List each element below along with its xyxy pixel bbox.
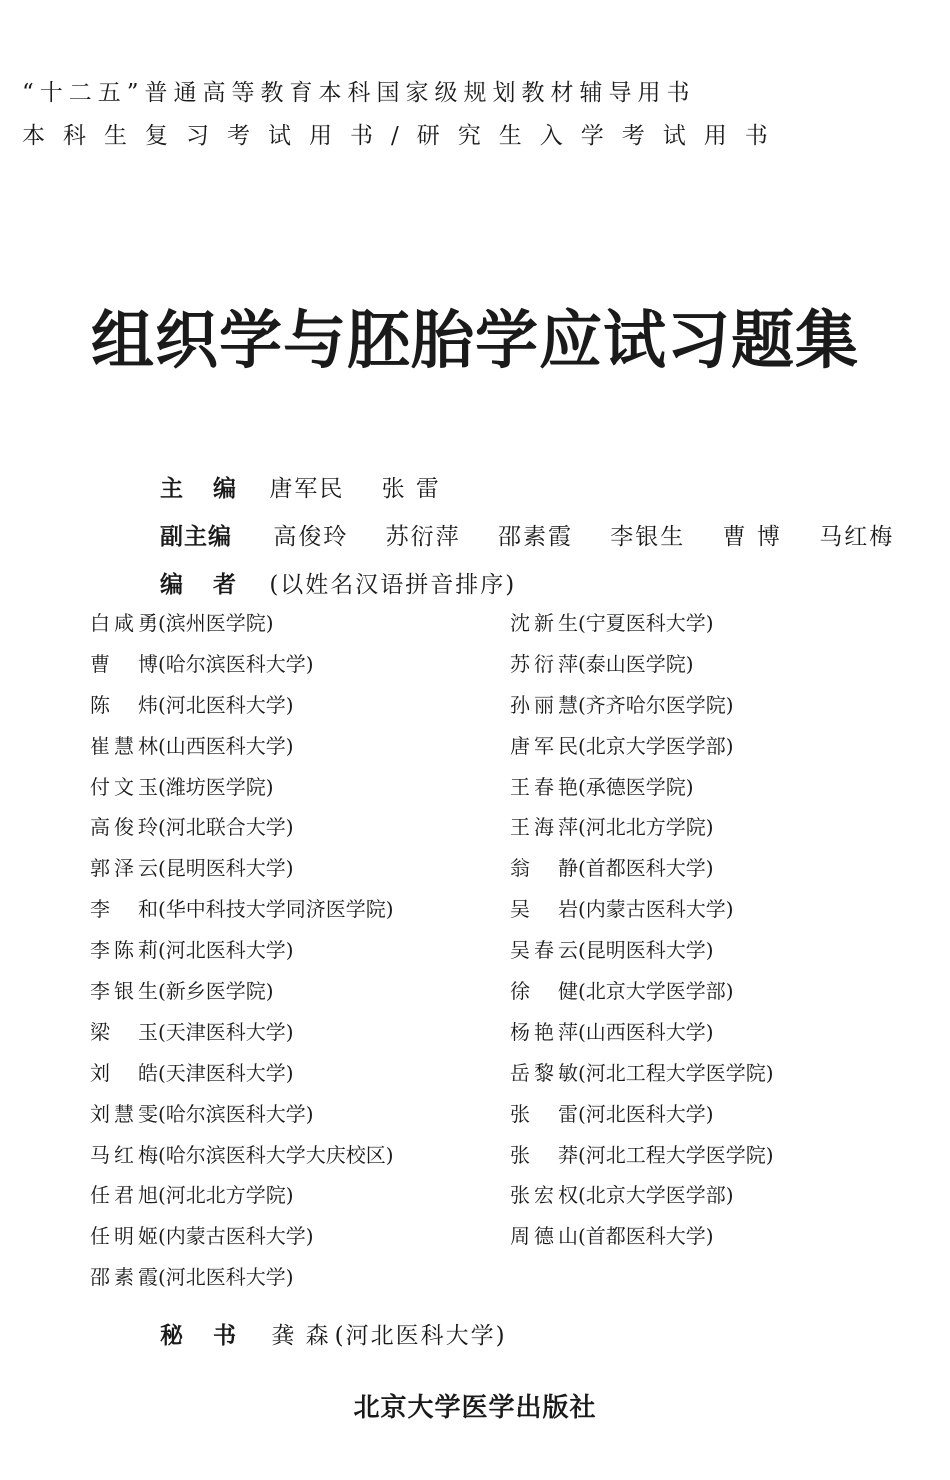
editor-entry [90,855,394,896]
editor-affiliation: (内蒙古医科大学) [578,897,734,922]
editor-entry [90,814,394,855]
editor-affiliation: (天津医科大学) [158,1060,294,1085]
editor-name: 李银生 [90,979,158,1004]
deputy-editor-label: 副主编 [160,524,232,550]
editor-entry [90,1142,394,1183]
editor-entry [510,733,774,774]
editor-name: 唐军民 [510,733,578,758]
editor-affiliation: (天津医科大学) [158,1019,294,1044]
editor-name: 张宏权 [510,1183,578,1208]
series-info [22,72,786,158]
editor-entry [510,1060,774,1101]
chief-editor-row [160,470,469,503]
editor-entry [510,692,774,733]
deputy-editor-name: 曹 博 [722,524,782,550]
editor-affiliation: (宁夏医科大学) [578,611,714,635]
editor-affiliation: (首都医科大学) [578,856,714,881]
editor-entry [90,1223,394,1264]
editor-name: 孙丽慧 [510,692,578,717]
editor-entry [510,1019,774,1060]
editor-name: 曹博 [90,651,158,676]
editor-affiliation: (河北工程大学医学院) [578,1060,774,1085]
editor-entry [510,855,774,896]
editor-entry [90,1060,394,1101]
deputy-editor-name: 李银生 [610,524,686,550]
editor-affiliation: (河北北方学院) [578,815,714,840]
editor-name: 马红梅 [90,1142,158,1167]
editor-entry [90,733,394,774]
editor-affiliation: (承德医学院) [578,774,694,799]
editor-name: 付文玉 [90,774,158,799]
editor-affiliation: (华中科技大学同济医学院) [158,897,394,922]
editor-name: 高俊玲 [90,815,158,840]
editor-entry [90,1101,394,1142]
secretary-affiliation: (河北医科大学) [334,1323,507,1349]
editor-entry [90,1264,394,1305]
editor-entry [90,978,394,1019]
publisher-name: 北京大学医学出版社 [353,1393,597,1423]
editor-entry [90,896,394,937]
series-line-1: “十二五”普通高等教育本科国家级规划教材辅导用书 [22,80,696,106]
editor-entry [510,1223,774,1264]
editor-affiliation: (首都医科大学) [578,1224,714,1249]
editors-row [160,566,516,599]
editor-entry [510,774,774,815]
editor-name: 吴春云 [510,938,578,963]
editor-name: 李陈莉 [90,938,158,963]
editors-sort-note: (以姓名汉语拼音排序) [269,572,517,598]
editor-affiliation: (齐齐哈尔医学院) [578,692,734,717]
editor-entry [90,1019,394,1060]
editors-label: 编者 [160,572,266,598]
editor-affiliation: (哈尔滨医科大学) [158,1101,314,1126]
editor-entry [90,1182,394,1223]
editor-entry [90,692,394,733]
editor-affiliation: (北京大学医学部) [578,733,734,758]
editor-name: 陈炜 [90,692,158,717]
editor-affiliation: (山西医科大学) [158,733,294,758]
editor-name: 吴岩 [510,897,578,922]
editor-entry [510,1182,774,1223]
editor-name: 刘皓 [90,1060,158,1085]
editor-entry [90,651,394,692]
editor-name: 任君旭 [90,1183,158,1208]
editor-entry [510,1101,774,1142]
editor-entry [510,814,774,855]
series-line-2: 本科生复习考试用书/研究生入学考试用书 [22,123,786,149]
editor-entry [510,1142,774,1183]
editor-affiliation: (新乡医学院) [158,979,274,1004]
editor-affiliation: (河北医科大学) [158,1265,294,1290]
editor-affiliation: (内蒙古医科大学) [158,1224,314,1249]
editor-entry [510,610,774,651]
editor-name: 杨艳萍 [510,1019,578,1044]
editor-affiliation: (河北医科大学) [158,692,294,717]
editor-entry [90,774,394,815]
editor-affiliation: (河北工程大学医学院) [578,1142,774,1167]
editor-name: 邵素霞 [90,1265,158,1290]
editor-name: 李和 [90,897,158,922]
book-title: 组织学与胚胎学应试习题集 [91,303,859,377]
editor-affiliation: (河北北方学院) [158,1183,294,1208]
editor-name: 徐健 [510,979,578,1004]
secretary-label: 秘书 [160,1323,266,1349]
editor-entry [510,896,774,937]
editor-affiliation: (北京大学医学部) [578,979,734,1004]
editor-entry [510,651,774,692]
editor-entry [90,937,394,978]
editor-entry [510,937,774,978]
editor-affiliation: (泰山医学院) [578,651,694,676]
deputy-editor-row [160,518,894,551]
editor-name: 崔慧林 [90,733,158,758]
secretary-row [160,1317,507,1350]
editor-affiliation: (潍坊医学院) [158,774,274,799]
editor-name: 周德山 [510,1224,578,1249]
editor-name: 王海萍 [510,815,578,840]
editor-affiliation: (河北医科大学) [158,938,294,963]
deputy-editor-name: 苏衍萍 [385,524,461,550]
editor-name: 郭泽云 [90,856,158,881]
editor-entry [510,978,774,1019]
deputy-editor-name: 高俊玲 [273,524,349,550]
editor-affiliation: (昆明医科大学) [578,938,714,963]
editor-name: 梁玉 [90,1019,158,1044]
deputy-editor-name: 邵素霞 [497,524,573,550]
editor-affiliation: (昆明医科大学) [158,856,294,881]
editor-list-right [510,610,774,1264]
editor-affiliation: (哈尔滨医科大学大庆校区) [158,1142,394,1167]
chief-editor-name: 张 雷 [381,476,441,502]
deputy-editor-names [273,518,894,551]
editor-affiliation: (滨州医学院) [158,611,274,635]
editor-entry [90,610,394,651]
editor-name: 沈新生 [510,611,578,635]
editor-name: 岳黎敏 [510,1060,578,1085]
editor-affiliation: (北京大学医学部) [578,1183,734,1208]
editor-name: 任明姬 [90,1224,158,1249]
editor-name: 张雷 [510,1101,578,1126]
secretary-name: 龚 森 [271,1323,331,1349]
chief-editor-label: 主编 [160,476,266,502]
chief-editor-name: 唐军民 [269,476,345,502]
editor-list-left [90,610,394,1305]
chief-editor-names [269,470,469,503]
editor-name: 王春艳 [510,774,578,799]
editor-affiliation: (山西医科大学) [578,1019,714,1044]
editor-name: 刘慧雯 [90,1101,158,1126]
editor-name: 白咸勇 [90,611,158,635]
editor-name: 苏衍萍 [510,651,578,676]
deputy-editor-name: 马红梅 [819,524,895,550]
editor-affiliation: (河北联合大学) [158,815,294,840]
editor-affiliation: (河北医科大学) [578,1101,714,1126]
secretary-info [271,1317,506,1350]
editor-affiliation: (哈尔滨医科大学) [158,651,314,676]
editor-name: 张莽 [510,1142,578,1167]
editor-name: 翁静 [510,856,578,881]
